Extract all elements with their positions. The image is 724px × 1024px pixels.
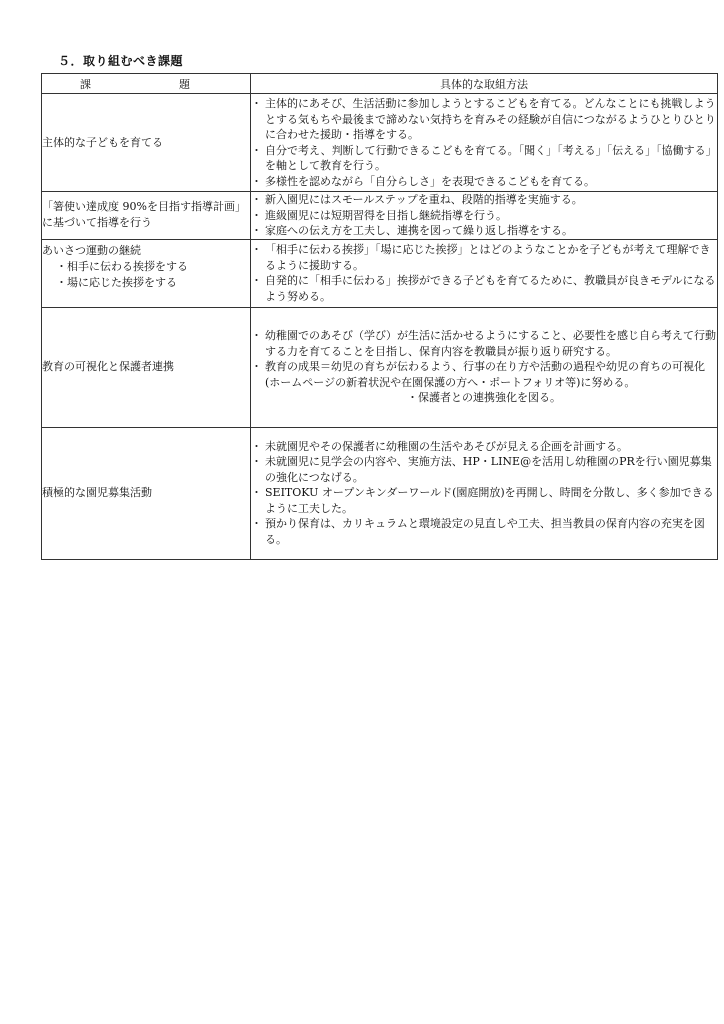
table-row (42, 94, 718, 192)
method-item (251, 516, 717, 547)
task-cell (42, 239, 251, 307)
method-text: 未就園児やその保護者に幼稚園の生活やあそびが見える企画を計画する。 (265, 439, 628, 453)
method-text: SEITOKU オープンキンダーワールド(園庭開放)を再開し、時間を分散し、多く参加できるように工夫した。 (265, 486, 714, 515)
method-text: 「相手に伝わる挨拶」「場に応じた挨拶」とはどのようなことかを子どもが考えて理解できるように援助する。 (265, 243, 711, 272)
bullet-mark: ・ (251, 174, 262, 188)
method-text: 未就園児に見学会の内容や、実施方法、HP・LINE@を活用し幼稚園のPRを行い園児募集の強化につなげる。 (265, 455, 712, 484)
method-text: 保護者との連携強化を図る。 (418, 391, 561, 405)
method-item (251, 273, 717, 304)
header-method: 具体的な取組方法 (251, 74, 718, 94)
table-row (42, 307, 718, 427)
method-text: 自発的に「相手に伝わる」挨拶ができる子どもを育てるために、教職員が良きモデルになるよう努める。 (265, 274, 716, 303)
table-header-row (42, 74, 718, 94)
table-row (42, 239, 718, 307)
method-text: 幼稚園でのあそび（学び）が生活に活かせるようにすること、必要性を感じ自ら考えて行動する力を育てることを目指し、保育内容を教職員が振り返り研究する。 (265, 329, 716, 358)
method-text: 多様性を認めながら「自分らしさ」を表現できるこどもを育てる。 (265, 174, 595, 188)
task-cell (42, 94, 251, 192)
method-text: 進級園児には短期習得を目指し継続指導を行う。 (265, 208, 507, 222)
bullet-mark: ・ (251, 208, 262, 222)
header-task: 課 題 (42, 74, 251, 94)
bullet-mark: ・ (251, 439, 262, 453)
tasks-table (41, 73, 718, 560)
table-row (42, 192, 718, 240)
method-item (251, 174, 717, 190)
method-text: 新入園児にはスモールステップを重ね、段階的指導を実施する。 (265, 193, 583, 206)
task-cell (42, 427, 251, 559)
bullet-mark: ・ (251, 329, 262, 343)
method-item (251, 192, 717, 208)
bullet-mark: ・ (251, 224, 262, 237)
bullet-mark: ・ (251, 193, 262, 206)
task-title: 教育の可視化と保護者連携 (42, 360, 174, 373)
task-subitem: ・場に応じた挨拶をする (56, 275, 177, 289)
method-cell (251, 94, 718, 192)
table-row (42, 427, 718, 559)
method-item (251, 390, 717, 406)
method-cell (251, 427, 718, 559)
method-item (251, 454, 717, 485)
method-text: 家庭への伝え方を工夫し、連携を図って繰り返し指導をする。 (265, 224, 573, 237)
bullet-mark: ・ (251, 486, 262, 500)
task-title: 「箸使い達成度 90%を目指す指導計画」に基づいて指導を行う (42, 200, 246, 230)
bullet-mark: ・ (251, 143, 262, 157)
task-subitem: ・相手に伝わる挨拶をする (56, 259, 188, 273)
bullet-mark: ・ (407, 391, 418, 405)
method-item (251, 439, 717, 455)
method-item (251, 359, 717, 390)
method-text: 主体的にあそび、生活活動に参加しようとするこどもを育てる。どんなことにも挑戦しようとする気もちや最後まで諦めない気持ちを育みその経験が自信につながるようひとりひとりに合わせた援助・指導をする。 (265, 97, 716, 141)
method-text: 預かり保育は、カリキュラムと環境設定の見直しや工夫、担当教員の保育内容の充実を図る。 (265, 517, 705, 546)
bullet-mark: ・ (251, 360, 262, 374)
method-item (251, 328, 717, 359)
task-title: 積極的な園児募集活動 (42, 486, 152, 499)
section-heading: ５．取り組むべき課題 (58, 54, 184, 68)
method-cell (251, 239, 718, 307)
bullet-mark: ・ (251, 455, 262, 469)
task-cell (42, 192, 251, 240)
method-item (251, 223, 717, 239)
bullet-mark: ・ (251, 243, 262, 256)
method-item (251, 485, 717, 516)
method-item (251, 143, 717, 174)
method-text: 教育の成果＝幼児の育ちが伝わるよう、行事の在り方や活動の過程や幼児の育ちの可視化(ホームページの新着状況や在園保護の方へ・ポートフォリオ等)に努める。 (265, 360, 705, 389)
task-cell (42, 307, 251, 427)
bullet-mark: ・ (251, 97, 262, 110)
bullet-mark: ・ (251, 274, 262, 287)
method-item (251, 242, 717, 273)
method-item (251, 96, 717, 143)
task-title: あいさつ運動の継続 (42, 243, 141, 257)
method-cell (251, 192, 718, 240)
method-cell (251, 307, 718, 427)
task-title: 主体的な子どもを育てる (42, 135, 163, 149)
method-item (251, 208, 717, 224)
bullet-mark: ・ (251, 517, 262, 531)
method-text: 自分で考え、判断して行動できるこどもを育てる。「聞く」「考える」「伝える」「協働する」を軸として教育を行う。 (265, 143, 717, 172)
